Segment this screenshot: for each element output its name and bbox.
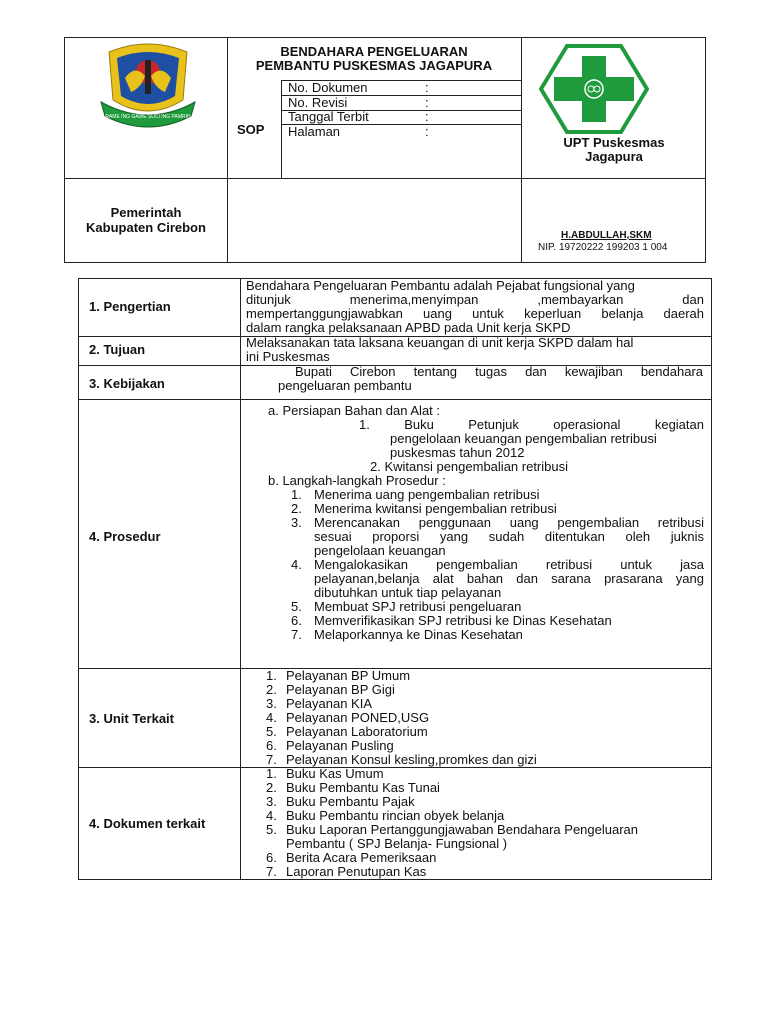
field-sep: : <box>425 109 429 124</box>
field-no-revisi: No. Revisi <box>288 95 348 110</box>
dokumen-terkait-list <box>266 767 638 879</box>
prosedur-a-item: 1. Buku Petunjuk operasional kegiatan <box>359 417 704 432</box>
step-number: 2. <box>291 501 302 516</box>
sop-label: SOP <box>237 122 265 137</box>
prosedur-a-heading: a. Persiapan Bahan dan Alat : <box>268 403 441 418</box>
list-item: 6. Berita Acara Pemeriksaan <box>266 850 437 865</box>
step-number: 6. <box>291 613 302 628</box>
kebijakan-line: Bupati Cirebon tentang tugas dan kewajiban bendahara <box>295 364 703 379</box>
field-sep: : <box>425 80 429 95</box>
label-dokumen-terkait: 4. Dokumen terkait <box>89 816 206 831</box>
step-number: 7. <box>291 627 302 642</box>
field-sep: : <box>425 95 429 110</box>
field-tanggal-terbit: Tanggal Terbit <box>288 109 369 124</box>
step-text: pengelolaan keuangan <box>314 543 446 558</box>
pengertian-line: ditunjuk menerima,menyimpan ,membayarkan dan <box>246 292 704 307</box>
field-no-dokumen: No. Dokumen <box>288 80 368 95</box>
gov-name-line1: Pemerintah <box>110 205 182 220</box>
pengertian-line: dalam rangka pelaksanaan APBD pada Unit kerja SKPD <box>246 320 571 335</box>
list-item: 7. Laporan Penutupan Kas <box>266 864 427 879</box>
label-pengertian: 1. Pengertian <box>89 299 171 314</box>
step-number: 3. <box>291 515 302 530</box>
signer-name: H.ABDULLAH,SKM <box>561 230 652 241</box>
prosedur-a-item: pengelolaan keuangan pengembalian retribusi <box>390 431 657 446</box>
step-text: Memverifikasikan SPJ retribusi ke Dinas Kesehatan <box>314 613 612 628</box>
list-item: 2. Buku Pembantu Kas Tunai <box>266 780 440 795</box>
tujuan-line: Melaksanakan tata laksana keuangan di unit kerja SKPD dalam hal <box>246 335 634 350</box>
label-kebijakan: 3. Kebijakan <box>89 376 165 391</box>
step-text: Menerima uang pengembalian retribusi <box>314 487 540 502</box>
svg-text:RAME ING GAWE SUCI ING PAMRIH: RAME ING GAWE SUCI ING PAMRIH <box>105 114 191 120</box>
step-text: sesuai proporsi yang sudah ditentukan oleh juknis <box>314 529 704 544</box>
label-prosedur: 4. Prosedur <box>89 529 161 544</box>
step-number: 4. <box>291 557 302 572</box>
prosedur-a-item: 2. Kwitansi pengembalian retribusi <box>370 459 568 474</box>
list-item: 4. Pelayanan PONED,USG <box>266 710 430 725</box>
label-tujuan: 2. Tujuan <box>89 342 146 357</box>
gov-name-line2: Kabupaten Cirebon <box>86 220 206 235</box>
label-unit-terkait: 3. Unit Terkait <box>89 711 175 726</box>
org-name-line2: Jagapura <box>585 149 643 164</box>
step-number: 5. <box>291 599 302 614</box>
field-halaman: Halaman <box>288 124 341 139</box>
step-text: Merencanakan penggunaan uang pengembalian retribusi <box>314 515 704 530</box>
list-item: Pembantu ( SPJ Belanja- Fungsional ) <box>286 836 508 851</box>
prosedur-a-item: puskesmas tahun 2012 <box>390 445 525 460</box>
list-item: 2. Pelayanan BP Gigi <box>266 682 395 697</box>
doc-title-line1: BENDAHARA PENGELUARAN <box>280 44 468 59</box>
org-name-line1: UPT Puskesmas <box>563 135 665 150</box>
list-item: 5. Buku Laporan Pertanggungjawaban Bendahara Pengeluaran <box>266 822 639 837</box>
step-number: 1. <box>291 487 302 502</box>
puskesmas-cross-logo <box>539 44 649 134</box>
kebijakan-line: pengeluaran pembantu <box>278 378 412 393</box>
step-text: Melaporkannya ke Dinas Kesehatan <box>314 627 523 642</box>
step-text: Menerima kwitansi pengembalian retribusi <box>314 501 557 516</box>
pengertian-line: Bendahara Pengeluaran Pembantu adalah Pejabat fungsional yang <box>246 278 635 293</box>
list-item: 1. Buku Kas Umum <box>266 766 384 781</box>
step-text: Membuat SPJ retribusi pengeluaran <box>314 599 522 614</box>
doc-title-line2: PEMBANTU PUSKESMAS JAGAPURA <box>255 58 493 73</box>
step-text: dibutuhkan untuk tiap pelayanan <box>314 585 502 600</box>
list-item: 3. Pelayanan KIA <box>266 696 373 711</box>
list-item: 5. Pelayanan Laboratorium <box>266 724 428 739</box>
field-sep: : <box>425 124 429 139</box>
header-table <box>64 37 706 263</box>
pengertian-line: mempertanggungjawabkan uang untuk keperluan belanja daerah <box>246 306 704 321</box>
step-text: pelayanan,belanja alat bahan dan sarana prasarana yang <box>314 571 704 586</box>
list-item: 6. Pelayanan Pusling <box>266 738 394 753</box>
list-item: 1. Pelayanan BP Umum <box>266 668 411 683</box>
list-item: 3. Buku Pembantu Pajak <box>266 794 415 809</box>
list-item: 7. Pelayanan Konsul kesling,promkes dan gizi <box>266 752 537 767</box>
signer-nip: NIP. 19720222 199203 1 004 <box>538 242 668 253</box>
step-text: Mengalokasikan pengembalian retribusi untuk jasa <box>314 557 704 572</box>
unit-terkait-list <box>266 669 537 767</box>
list-item: 4. Buku Pembantu rincian obyek belanja <box>266 808 505 823</box>
prosedur-b-heading: b. Langkah-langkah Prosedur : <box>268 473 446 488</box>
cirebon-emblem-logo <box>95 42 201 134</box>
tujuan-line: ini Puskesmas <box>246 349 330 364</box>
sop-content-table <box>78 278 712 880</box>
